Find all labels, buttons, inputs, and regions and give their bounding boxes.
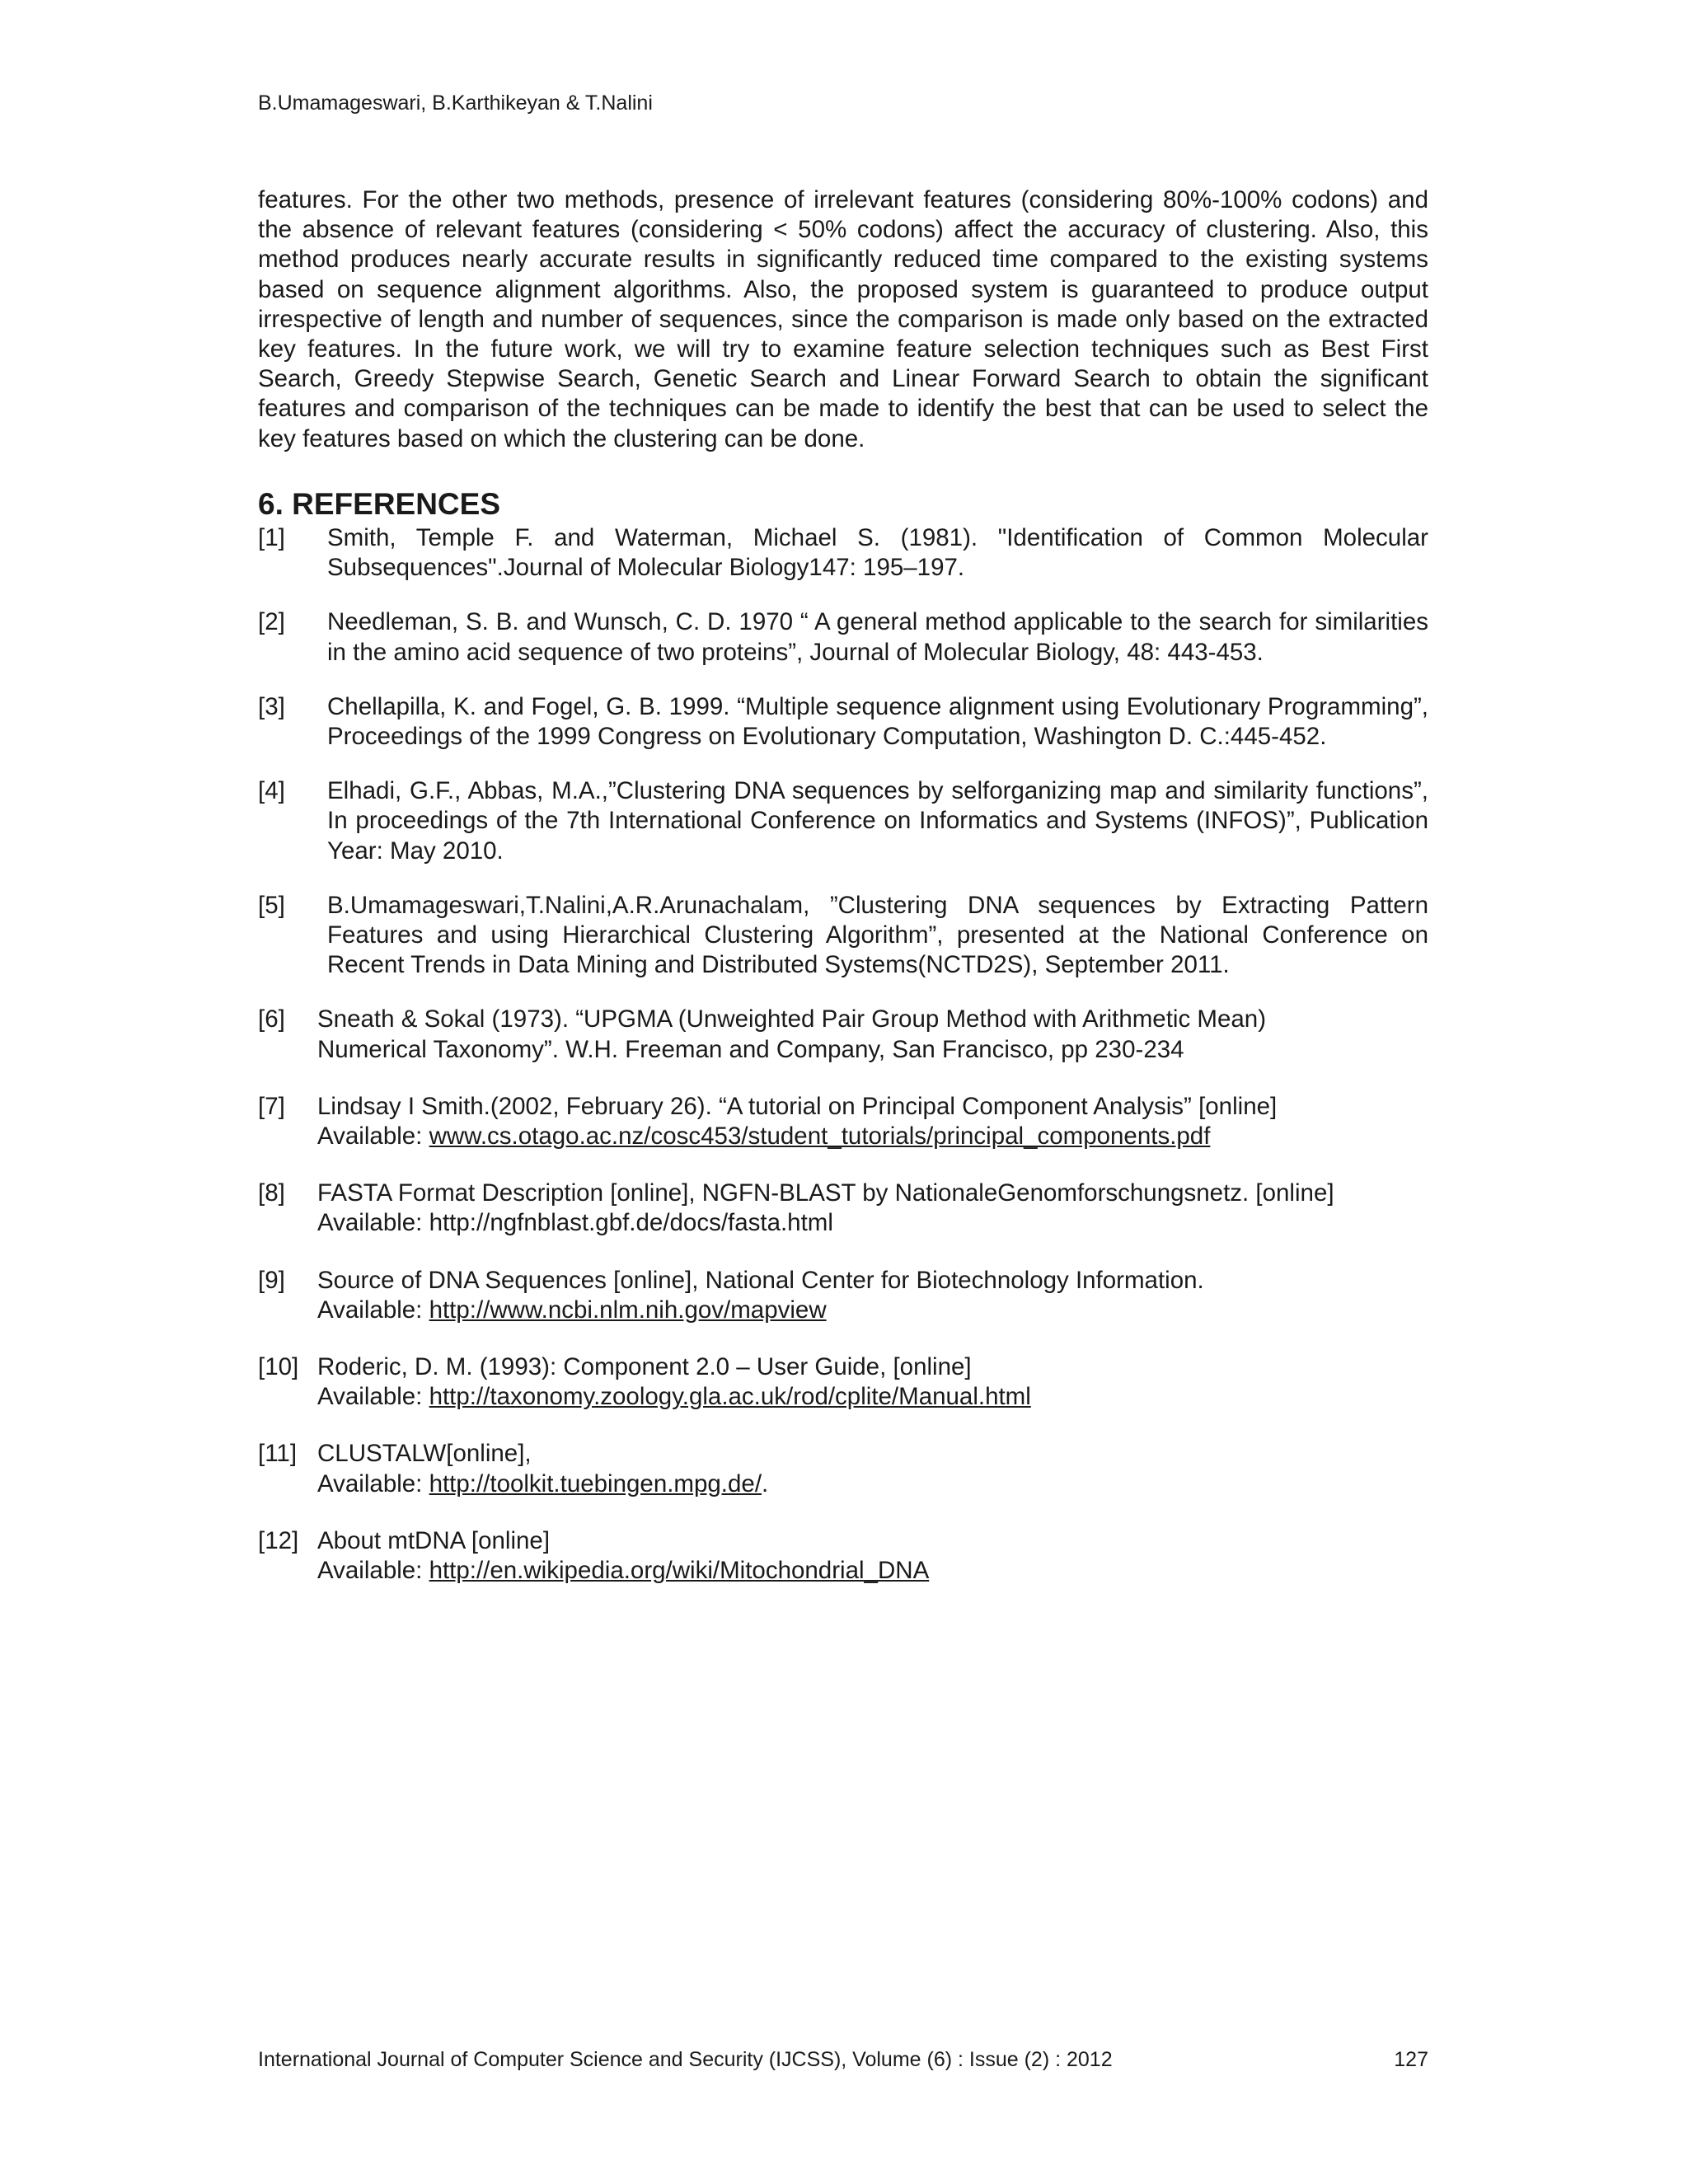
page-number: 127 (1394, 2048, 1428, 2071)
available-label: Available: (317, 1122, 429, 1151)
reference-item-4 (258, 776, 1428, 866)
references-list (258, 523, 1428, 1613)
reference-availability (317, 1382, 1428, 1412)
reference-item-10 (258, 1352, 1428, 1412)
reference-number: [6] (258, 1005, 285, 1033)
reference-text: FASTA Format Description [online], NGFN-BLAST by NationaleGenomforschungsnetz. [online] (317, 1179, 1334, 1207)
reference-number: [4] (258, 777, 285, 805)
available-label: Available: (317, 1209, 429, 1237)
reference-item-12 (258, 1526, 1428, 1586)
reference-text: Needleman, S. B. and Wunsch, C. D. 1970 “ A general method applicable to the search for similarities in the amino acid sequence of two proteins”, Journal of Molecular Biology, 48: 443-453. (327, 608, 1428, 666)
reference-url-text: http://ngfnblast.gbf.de/docs/fasta.html (429, 1209, 833, 1237)
reference-availability (317, 1122, 1428, 1151)
reference-number: [12] (258, 1526, 299, 1554)
available-label: Available: (317, 1383, 429, 1411)
available-label: Available: (317, 1296, 429, 1324)
reference-number: [3] (258, 692, 285, 720)
reference-number: [5] (258, 891, 285, 919)
available-label: Available: (317, 1557, 429, 1585)
reference-text-line-2: Numerical Taxonomy”. W.H. Freeman and Company, San Francisco, pp 230-234 (317, 1035, 1184, 1063)
reference-number: [1] (258, 524, 285, 551)
reference-number: [9] (258, 1266, 285, 1294)
reference-availability (317, 1556, 1428, 1586)
reference-text: Roderic, D. M. (1993): Component 2.0 – User Guide, [online] (317, 1353, 972, 1381)
reference-item-7 (258, 1092, 1428, 1151)
reference-link[interactable]: http://en.wikipedia.org/wiki/Mitochondrial_DNA (429, 1557, 930, 1585)
reference-link[interactable]: www.cs.otago.ac.nz/cosc453/student_tutorials/principal_components.pdf (429, 1122, 1211, 1151)
reference-item-8 (258, 1179, 1428, 1238)
reference-item-9 (258, 1266, 1428, 1325)
reference-item-2 (258, 607, 1428, 667)
reference-number: [8] (258, 1179, 285, 1207)
reference-suffix: . (762, 1469, 769, 1497)
reference-number: [10] (258, 1353, 299, 1381)
reference-link[interactable]: http://toolkit.tuebingen.mpg.de/ (429, 1469, 762, 1497)
reference-text: Source of DNA Sequences [online], National Center for Biotechnology Information. (317, 1266, 1204, 1294)
reference-text: Lindsay I Smith.(2002, February 26). “A tutorial on Principal Component Analysis” [online] (317, 1092, 1278, 1120)
references-heading: 6. REFERENCES (258, 487, 501, 521)
reference-text-line-1: Sneath & Sokal (1973). “UPGMA (Unweighted Pair Group Method with Arithmetic Mean) (317, 1005, 1267, 1033)
reference-item-11 (258, 1439, 1428, 1498)
reference-item-6 (258, 1005, 1428, 1064)
reference-link[interactable]: http://www.ncbi.nlm.nih.gov/mapview (429, 1296, 827, 1324)
footer-journal-citation: International Journal of Computer Science and Security (IJCSS), Volume (6) : Issue (2) : 2012 (258, 2048, 1113, 2071)
reference-text: Elhadi, G.F., Abbas, M.A.,”Clustering DNA sequences by selforganizing map and similarity functions”, In proceedings of the 7th International Conference on Informatics and Systems (INFOS)”, Publication Year: May 2010. (327, 777, 1428, 865)
reference-availability (317, 1208, 1428, 1238)
reference-text: B.Umamageswari,T.Nalini,A.R.Arunachalam, ”Clustering DNA sequences by Extracting Pattern Features and using Hierarchical Clustering Algorithm”, presented at the National Conference on Recent Trends in Data Mining and Distributed Systems(NCTD2S), September 2011. (327, 891, 1428, 979)
reference-item-1 (258, 523, 1428, 583)
running-header-authors: B.Umamageswari, B.Karthikeyan & T.Nalini (258, 91, 653, 115)
reference-number: [2] (258, 608, 285, 636)
reference-text: Smith, Temple F. and Waterman, Michael S. (1981). "Identification of Common Molecular Subsequences".Journal of Molecular Biology147: 195–197. (327, 524, 1428, 582)
reference-availability (317, 1296, 1428, 1325)
reference-text: Chellapilla, K. and Fogel, G. B. 1999. “Multiple sequence alignment using Evolutionary Programming”, Proceedings of the 1999 Congress on Evolutionary Computation, Washington D. C.:445-452. (327, 692, 1428, 751)
reference-availability (317, 1469, 1428, 1499)
reference-item-3 (258, 692, 1428, 752)
reference-link[interactable]: http://taxonomy.zoology.gla.ac.uk/rod/cplite/Manual.html (429, 1383, 1031, 1411)
available-label: Available: (317, 1469, 429, 1497)
reference-number: [7] (258, 1092, 285, 1120)
reference-text: CLUSTALW[online], (317, 1440, 532, 1468)
reference-number: [11] (258, 1440, 298, 1468)
conclusion-paragraph: features. For the other two methods, presence of irrelevant features (considering 80%-100% codons) and the absence of relevant features (considering < 50% codons) affect the accuracy of clustering. Also, this method produces nearly accurate results in significantly reduced time compared to the existing systems based on sequence alignment algorithms. Also, the proposed system is guaranteed to produce output irrespective of length and number of sequences, since the comparison is made only based on the extracted key features. In the future work, we will try to examine feature selection techniques such as Best First Search, Greedy Stepwise Search, Genetic Search and Linear Forward Search to obtain the significant features and comparison of the techniques can be made to identify the best that can be used to select the key features based on which the clustering can be done. (258, 186, 1428, 452)
reference-text: About mtDNA [online] (317, 1526, 551, 1554)
reference-item-5 (258, 891, 1428, 981)
